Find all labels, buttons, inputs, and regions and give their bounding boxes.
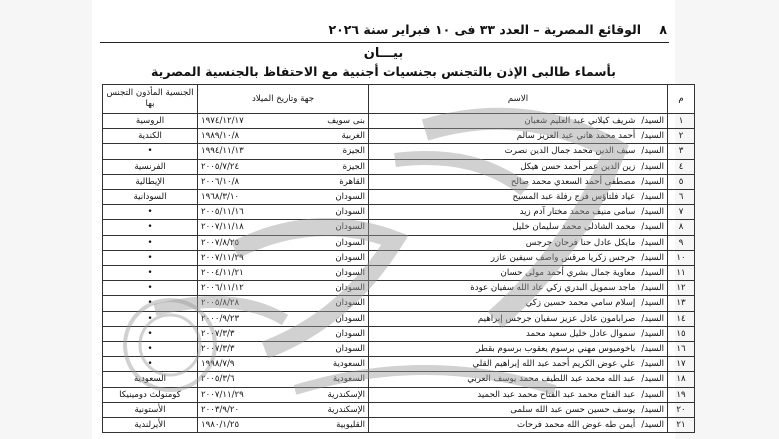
birth-cell <box>198 129 369 144</box>
row-number: ٩ <box>668 235 695 250</box>
honorific: السيد/ <box>641 116 664 126</box>
table-row <box>103 402 695 417</box>
birth-date: ٢٠٠٤/١١/٢١ <box>201 268 244 279</box>
applicant-name-cell <box>369 250 668 265</box>
birth-cell <box>198 296 369 311</box>
applicant-name: صرابامون عادل عزيز سفيان جرجس إبراهيم <box>477 313 636 324</box>
honorific: السيد/ <box>641 268 664 279</box>
birth-cell <box>198 190 369 205</box>
birth-place: الغربية <box>341 131 365 142</box>
birth-cell <box>198 266 369 281</box>
birth-cell <box>198 342 369 357</box>
applicant-name: مايكل عادل حنا فرحان جرجس <box>525 237 636 248</box>
birth-place: الجيزة <box>342 161 365 172</box>
row-number: ٥ <box>668 174 695 189</box>
birth-cell <box>198 387 369 402</box>
table-row <box>103 372 695 387</box>
granted-nationality: • <box>103 266 198 281</box>
birth-date: ٢٠٠٥/٧/٢٤ <box>201 161 240 172</box>
birth-date: ٢٠٠٥/٨/٢٨ <box>201 298 240 309</box>
applicant-name: علي عوض الكريم أحمد عبد الله إبراهيم القلي <box>472 359 636 370</box>
applicant-name-cell <box>369 266 668 281</box>
table-row <box>103 387 695 402</box>
applicant-name: سيف الدين محمد جمال الدين نصرت <box>504 146 636 157</box>
birth-place: السودان <box>335 252 365 263</box>
honorific: السيد/ <box>641 237 664 248</box>
birth-place: السودان <box>335 298 365 309</box>
honorific: السيد/ <box>641 222 664 233</box>
row-number: ٦ <box>668 190 695 205</box>
applicant-name: أيمن طه عوض الله محمد فرحات <box>517 420 636 431</box>
birth-date: ٢٠٠٧/٣/٣ <box>201 344 235 355</box>
applicant-name: شريف كيلاني عبد العليم شعبان <box>524 116 636 126</box>
row-number: ٢ <box>668 129 695 144</box>
honorific: السيد/ <box>641 404 664 415</box>
birth-date: ١٩٨٠/١/٢٥ <box>201 420 240 431</box>
birth-place: بنى سويف <box>327 116 365 126</box>
header-nationality: الجنسية المأذون التجنس بها <box>103 85 198 114</box>
honorific: السيد/ <box>641 131 664 142</box>
birth-date: ١٩٩٨/٧/٩ <box>201 359 235 370</box>
granted-nationality: • <box>103 250 198 265</box>
applicant-name-cell <box>369 190 668 205</box>
birth-place: القليوبية <box>336 420 365 431</box>
honorific: السيد/ <box>641 313 664 324</box>
journal-issue-line: الوقائع المصرية – العدد ٣٣ فى ١٠ فبراير سنة ٢٠٢٦ <box>328 22 641 37</box>
left-gutter <box>0 0 93 439</box>
table-row <box>103 190 695 205</box>
granted-nationality: • <box>103 144 198 159</box>
gazette-page <box>92 0 686 439</box>
birth-date: ٢٠٠٠/٩/٢٣ <box>201 313 240 324</box>
row-number: ٣ <box>668 144 695 159</box>
applicant-name-cell <box>369 326 668 341</box>
granted-nationality: الإيطالية <box>103 174 198 189</box>
applicant-name: سموال عادل خليل سعيد محمد <box>525 328 636 339</box>
applicant-name-cell <box>369 235 668 250</box>
birth-date: ١٩٨٩/١٠/٨ <box>201 131 240 142</box>
applicant-name-cell <box>369 220 668 235</box>
applicant-name: مصطفى أحمد السعدي محمد صالح <box>510 176 636 187</box>
granted-nationality: • <box>103 220 198 235</box>
birth-cell <box>198 220 369 235</box>
honorific: السيد/ <box>641 374 664 385</box>
honorific: السيد/ <box>641 146 664 157</box>
birth-date: ٢٠٠٣/٩/٢٠ <box>201 404 240 415</box>
row-number: ١ <box>668 114 695 129</box>
applicant-name: سامى منيف محمد مختار آدم زيد <box>519 207 636 218</box>
birth-cell <box>198 326 369 341</box>
row-number: ٢١ <box>668 418 695 433</box>
header-number: م <box>668 85 695 114</box>
running-header <box>100 22 669 43</box>
birth-cell <box>198 250 369 265</box>
honorific: السيد/ <box>641 176 664 187</box>
table-row <box>103 235 695 250</box>
birth-date: ٢٠٠٦/١٠/٨ <box>201 176 240 187</box>
document-subtitle: بأسماء طالبى الإذن بالتجنس بجنسيات أجنبية مع الاحتفاظ بالجنسية المصرية <box>151 64 616 79</box>
applicant-name: ماجد سمويل البدري زكي عاد الله سفيان عودة <box>470 283 636 294</box>
table-row <box>103 144 695 159</box>
table-row <box>103 174 695 189</box>
honorific: السيد/ <box>641 420 664 431</box>
granted-nationality: السودانية <box>103 190 198 205</box>
row-number: ١١ <box>668 266 695 281</box>
applicant-name-cell <box>369 205 668 220</box>
granted-nationality: الأيرلندية <box>103 418 198 433</box>
granted-nationality: • <box>103 235 198 250</box>
applicant-name-cell <box>369 357 668 372</box>
birth-date: ٢٠٠٧/١١/١٨ <box>201 222 244 233</box>
table-row <box>103 250 695 265</box>
granted-nationality: • <box>103 357 198 372</box>
table-row <box>103 159 695 174</box>
birth-date: ٢٠٠٥/١١/١٦ <box>201 207 244 218</box>
birth-date: ١٩٦٨/٣/١٠ <box>201 192 240 203</box>
granted-nationality: • <box>103 281 198 296</box>
applicant-name: محمد الشاذلى محمد سليمان خليل <box>512 222 636 233</box>
birth-cell <box>198 372 369 387</box>
applicant-name-cell <box>369 372 668 387</box>
honorific: السيد/ <box>641 359 664 370</box>
applicant-name-cell <box>369 144 668 159</box>
birth-place: السودان <box>335 192 365 203</box>
granted-nationality: • <box>103 296 198 311</box>
birth-date: ١٩٩٤/١١/١٣ <box>201 146 244 157</box>
row-number: ١٤ <box>668 311 695 326</box>
row-number: ٢٠ <box>668 402 695 417</box>
birth-date: ٢٠٠٧/١١/٢٩ <box>201 389 244 400</box>
row-number: ١٠ <box>668 250 695 265</box>
honorific: السيد/ <box>641 207 664 218</box>
row-number: ١٥ <box>668 326 695 341</box>
table-row <box>103 326 695 341</box>
honorific: السيد/ <box>641 283 664 294</box>
table-body <box>103 114 695 433</box>
applicant-name: عبد الله محمد عبد اللطيف محمد يوسف العربي <box>467 374 636 385</box>
birth-date: ٢٠٠٧/٣/٣ <box>201 328 235 339</box>
birth-cell <box>198 174 369 189</box>
row-number: ١٩ <box>668 387 695 402</box>
honorific: السيد/ <box>641 298 664 309</box>
applicant-name-cell <box>369 129 668 144</box>
granted-nationality: الأستونية <box>103 402 198 417</box>
honorific: السيد/ <box>641 161 664 172</box>
birth-place: السودان <box>335 268 365 279</box>
granted-nationality: كومنولث دومينيكا <box>103 387 198 402</box>
birth-place: السودان <box>335 283 365 294</box>
row-number: ١٨ <box>668 372 695 387</box>
row-number: ١٣ <box>668 296 695 311</box>
table-row <box>103 296 695 311</box>
table-row <box>103 281 695 296</box>
granted-nationality: السعودية <box>103 372 198 387</box>
birth-date: ١٩٧٤/١٢/١٧ <box>201 116 244 126</box>
row-number: ١٧ <box>668 357 695 372</box>
birth-cell <box>198 311 369 326</box>
granted-nationality: الفرنسية <box>103 159 198 174</box>
granted-nationality: • <box>103 342 198 357</box>
applicant-name-cell <box>369 281 668 296</box>
birth-place: السودان <box>335 222 365 233</box>
birth-place: السودان <box>335 237 365 248</box>
honorific: السيد/ <box>641 252 664 263</box>
table-row <box>103 205 695 220</box>
table-row <box>103 311 695 326</box>
birth-place: القاهرة <box>339 176 365 187</box>
birth-place: الإسكندرية <box>327 404 365 415</box>
birth-place: الجيزة <box>342 146 365 157</box>
applicant-name-cell <box>369 402 668 417</box>
birth-place: الإسكندرية <box>327 389 365 400</box>
granted-nationality: الروسية <box>103 114 198 129</box>
applicant-name-cell <box>369 174 668 189</box>
birth-place: السعودية <box>332 374 365 385</box>
row-number: ٨ <box>668 220 695 235</box>
applicant-name: عياد فلتاؤس فرج رفلة عبد المسيح <box>512 192 636 203</box>
birth-place: السعودية <box>332 359 365 370</box>
birth-cell <box>198 418 369 433</box>
honorific: السيد/ <box>641 328 664 339</box>
table-row <box>103 342 695 357</box>
birth-date: ٢٠٠٥/٣/٦ <box>201 374 235 385</box>
header-name: الاسم <box>369 85 668 114</box>
applicant-name-cell <box>369 418 668 433</box>
row-number: ١٦ <box>668 342 695 357</box>
row-number: ١٢ <box>668 281 695 296</box>
table-row <box>103 220 695 235</box>
row-number: ٧ <box>668 205 695 220</box>
applicants-table <box>102 84 695 433</box>
document-title: بيـــان <box>363 46 404 61</box>
honorific: السيد/ <box>641 389 664 400</box>
applicant-name-cell <box>369 387 668 402</box>
table-header-row <box>103 85 695 114</box>
applicant-name: إسلام سامي محمد حسين زكي <box>525 298 636 309</box>
granted-nationality: • <box>103 311 198 326</box>
applicant-name-cell <box>369 311 668 326</box>
applicant-name: معاوية جمال بشري أحمد مولى حسان <box>500 268 636 279</box>
birth-place: السودان <box>335 344 365 355</box>
birth-cell <box>198 235 369 250</box>
applicant-name: زين الدين عمر أحمد حسن هيكل <box>520 161 636 172</box>
honorific: السيد/ <box>641 344 664 355</box>
applicant-name-cell <box>369 159 668 174</box>
granted-nationality: الكندية <box>103 129 198 144</box>
table-row <box>103 266 695 281</box>
birth-cell <box>198 144 369 159</box>
birth-cell <box>198 357 369 372</box>
table-row <box>103 357 695 372</box>
birth-date: ٢٠٠٧/١١/٢٩ <box>201 252 244 263</box>
birth-place: السودان <box>335 313 365 324</box>
row-number: ٤ <box>668 159 695 174</box>
applicant-name-cell <box>369 342 668 357</box>
applicant-name-cell <box>369 296 668 311</box>
table-row <box>103 114 695 129</box>
applicant-name-cell <box>369 114 668 129</box>
applicant-name: جرجس زكريا مرقس واصف سيفين عازر <box>490 252 636 263</box>
birth-place: السودان <box>335 328 365 339</box>
applicants-table-wrapper <box>102 84 686 433</box>
table-row <box>103 129 695 144</box>
applicant-name: يوسف حسين حسن عبد الله سلمى <box>510 404 636 415</box>
birth-place: السودان <box>335 207 365 218</box>
page-number: ٨ <box>659 22 667 37</box>
birth-cell <box>198 281 369 296</box>
granted-nationality: • <box>103 205 198 220</box>
table-row <box>103 418 695 433</box>
granted-nationality: • <box>103 326 198 341</box>
applicant-name: عبد الفتاح محمد عبد الفتاح محمد عبد الحميد <box>477 389 636 400</box>
birth-cell <box>198 114 369 129</box>
birth-cell <box>198 205 369 220</box>
honorific: السيد/ <box>641 192 664 203</box>
birth-date: ٢٠٠٦/١١/١٢ <box>201 283 244 294</box>
birth-cell <box>198 402 369 417</box>
header-birth: جهة وتاريخ الميلاد <box>198 85 369 114</box>
birth-date: ٢٠٠٧/٨/٢٥ <box>201 237 240 248</box>
applicant-name: أحمد محمد هاني عبد العزيز سالم <box>516 131 636 142</box>
applicant-name: باخوميوس مهني برسوم يعقوب برسوم بقطر <box>476 344 636 355</box>
birth-cell <box>198 159 369 174</box>
